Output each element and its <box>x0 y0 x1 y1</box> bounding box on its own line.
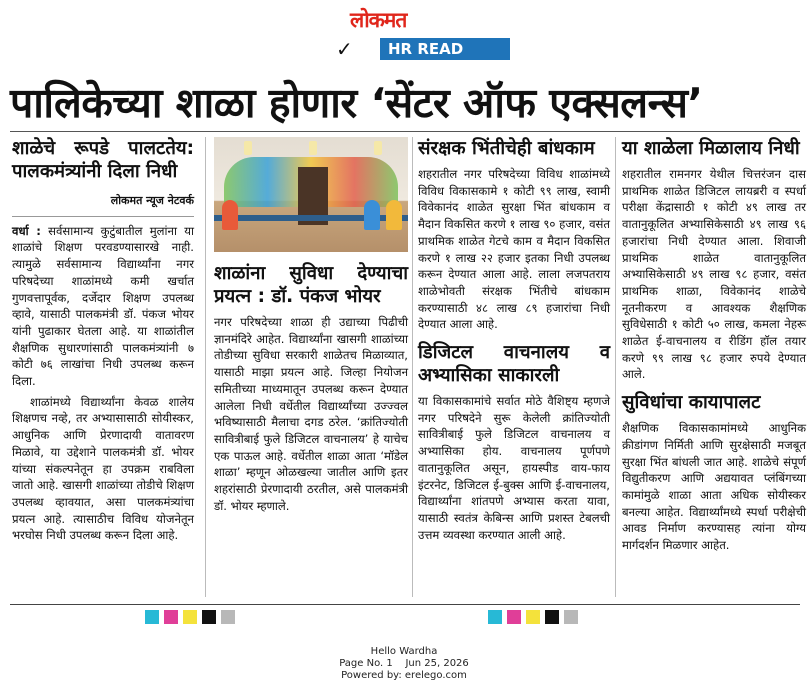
cyan-swatch <box>145 610 159 624</box>
col3-para-1: शहरातील नगर परिषदेच्या विविध शाळांमध्ये विविध विकासकामे १ कोटी ९९ लाख, स्वामी विवेकानंद शाळेत सुरक्षा भिंत बांधकाम व मैदान विकसित करणे १ लाख ९० हजार, वसंत प्राथमिक शाळेत गेटचे काम व मैदान विकसित करणे १ लाख २२ हजार इतका निधी उपलब्ध करून देण्यात आला आहे. लाला लजपतराय शाळेभोवती संरक्षक भिंतीचे बांधकाम करण्यासाठी ४८ लाख ८९ हजारांचा निधी देण्यात आला आहे. <box>418 167 610 332</box>
gray-swatch <box>221 610 235 624</box>
magenta-swatch <box>164 610 178 624</box>
cyan-swatch <box>488 610 502 624</box>
footer-edition: Hello Wardha <box>370 646 438 657</box>
col1-heading: शाळेचे रूपडे पालटतेय: पालकमंत्र्यांनी दिला निधी <box>12 138 194 182</box>
bottom-rule <box>10 604 800 605</box>
col2-heading: शाळांना सुविधा देण्याचा प्रयत्न : डॉ. पंकज भोयर <box>214 263 408 307</box>
gray-swatch <box>564 610 578 624</box>
col4-heading-1: या शाळेला मिळालाय निधी <box>622 138 800 159</box>
col3-heading-1: संरक्षक भिंतीचेही बांधकाम <box>418 138 595 159</box>
column-divider <box>412 137 413 597</box>
col1-para-1-text: सर्वसामान्य कुटुंबातील मुलांना या शाळांचे शिक्षण परवडण्यासारखे नाही. त्यामुळे सर्वसामान्य विद्यार्थ्यांना नगर परिषदेच्या शाळांमध्ये कमी खर्चात गुणवत्तापूर्वक, दर्जेदार शिक्षण उपलब्ध व्हावे, यासाठी पालकमंत्री डॉ. पंकज भोयर यांनी पुढाकार घेतला आहे. या शाळांतील शैक्षणिक सुधारणांसाठी पालकमंत्र्यांनी ७ कोटी ७६ लाखांचा निधी उपलब्ध करून दिला. <box>12 223 194 389</box>
footer-page-date: Page No. 1 Jun 25, 2026 <box>339 658 469 669</box>
headline-divider <box>10 131 800 132</box>
column-2 <box>214 137 408 518</box>
dateline: वर्धा : <box>12 223 41 238</box>
cartoon-figure-icon <box>364 200 380 230</box>
column-divider <box>205 137 206 597</box>
byline: लोकमत न्यूज नेटवर्क <box>12 189 194 217</box>
column-3 <box>418 137 610 547</box>
color-swatch-strip-left <box>145 610 235 624</box>
footer-powered-by: Powered by: erelego.com <box>341 670 467 681</box>
magenta-swatch <box>507 610 521 624</box>
page-headline: पालिकेच्या शाळा होणार ‘सेंटर ऑफ एक्सलन्स’ <box>10 79 703 127</box>
ceiling-lamp-icon <box>374 141 382 155</box>
column-1 <box>12 137 194 548</box>
color-swatch-strip-right <box>488 610 578 624</box>
black-swatch <box>202 610 216 624</box>
col2-para-1: नगर परिषदेच्या शाळा ही उद्याच्या पिढीची ज्ञानमंदिरे आहेत. विद्यार्थ्यांना खासगी शाळांच्या तोडीच्या सुविधा सरकारी शाळेतच मिळाव्यात, यासाठी माझा प्रयत्न आहे. जिल्हा नियोजन समितीच्या माध्यमातून उपलब्ध करून देण्यात आलेला निधी वर्धेतील विद्यार्थ्यांच्या उज्ज्वल भविष्यासाठी मैलाचा दगड ठरेल. ‘क्रांतिज्योती सावित्रीबाई फुले डिजिटल वाचनालय’ हे याचेच एक पाऊल आहे. वर्धेतील शाळा आता ‘मॉडेल शाळा’ म्हणून ओळखल्या जातील आणि इतर शहरांसाठी प्रेरणादायी ठरतील, असे पालकमंत्री डॉ. भोयर म्हणाले. <box>214 315 408 513</box>
yellow-swatch <box>526 610 540 624</box>
masthead <box>0 0 808 40</box>
col4-para-1: शहरातील रामनगर येथील चित्तरंजन दास प्राथमिक शाळेत डिजिटल लायब्ररी व स्पर्धा परीक्षा केंद्रासाठी १ कोटी ४९ लाख तर वातानुकूलित अभ्यासिकेसाठी ४९ लाख ९६ हजारांचा निधी देण्यात आला. शिवाजी प्राथमिक शाळेत वातानुकूलित अभ्यासिकेसाठी ४९ लाख ९८ हजार, वसंत प्राथमिक शाळा, विवेकानंद शाळेचे नूतनीकरण व आवश्यक शैक्षणिक सुविधेसाठी १ कोटी ५० लाख, कमला नेहरू शाळेत ई-वाचनालय व रीडिंग हॉल तयार करणे ९९ लाख ९८ हजार रुपये देण्यात आले. <box>622 167 806 382</box>
check-icon: ✓ <box>336 37 353 61</box>
col3-heading-2: डिजिटल वाचनालय व अभ्यासिका साकारली <box>418 342 610 387</box>
black-swatch <box>545 610 559 624</box>
ceiling-lamp-icon <box>244 141 252 155</box>
col4-para-2: शैक्षणिक विकासकामांमध्ये आधुनिक क्रीडांगण निर्मिती आणि सुरक्षेसाठी मजबूत सुरक्षा भिंत बांधली जात आहे. शाळेचे संपूर्ण विद्युतीकरण आणि अद्ययावत प्लंबिंगच्या कामांमुळे शाळा आता अधिक सोयीस्कर बनल्या आहेत. विद्यार्थ्यांमध्ये स्पर्धा परीक्षेची आवड निर्माण करण्यासह त्यांना योग्य मार्गदर्शन मिळणार आहेत. <box>622 421 806 553</box>
col1-para-2: शाळांमध्ये विद्यार्थ्यांना केवळ शालेय शिक्षणच नव्हे, तर अभ्यासासाठी सोयीस्कर, आधुनिक आणि प्रेरणादायी वातावरण मिळावे, या उद्देशाने पालकमंत्री डॉ. भोयर यांच्या संकल्पनेतून हा उपक्रम राबविला जातो आहे. खासगी शाळांच्या तोडीचे शिक्षण उपलब्ध व्हावयात, असा पालकमंत्र्यांचा प्रयत्न आहे. त्यासाठीच विविध योजनेतून भरघोस निधी उपलब्ध करून दिला आहे. <box>12 394 194 543</box>
cartoon-figure-icon <box>386 200 402 230</box>
school-photo <box>214 137 408 252</box>
column-divider <box>615 137 616 597</box>
yellow-swatch <box>183 610 197 624</box>
lokmat-logo: लोकमत <box>350 7 407 32</box>
cartoon-figure-icon <box>222 200 238 230</box>
read-label: HR READ <box>380 38 510 60</box>
ceiling-lamp-icon <box>309 141 317 155</box>
col4-heading-2: सुविधांचा कायापालट <box>622 392 761 414</box>
column-4 <box>622 137 806 558</box>
footer <box>0 646 808 682</box>
col1-para-1 <box>12 223 194 390</box>
col3-para-2: या विकासकामांचे सर्वात मोठे वैशिष्ट्य म्हणजे नगर परिषदेने सुरू केलेली क्रांतिज्योती सावित्रीबाई फुले डिजिटल वाचनालय व अभ्यासिका होय. वाचनालय पूर्णपणे वातानुकूलित असून, हायस्पीड वाय-फाय इंटरनेट, डिजिटल ई-बुक्स आणि ई-वाचनालय, विद्यार्थ्यांना शांतपणे अभ्यास करता यावा, यासाठी स्वतंत्र केबिन्स आणि प्रशस्त टेबलची उत्तम व्यवस्था करण्यात आली आहे. <box>418 394 610 542</box>
